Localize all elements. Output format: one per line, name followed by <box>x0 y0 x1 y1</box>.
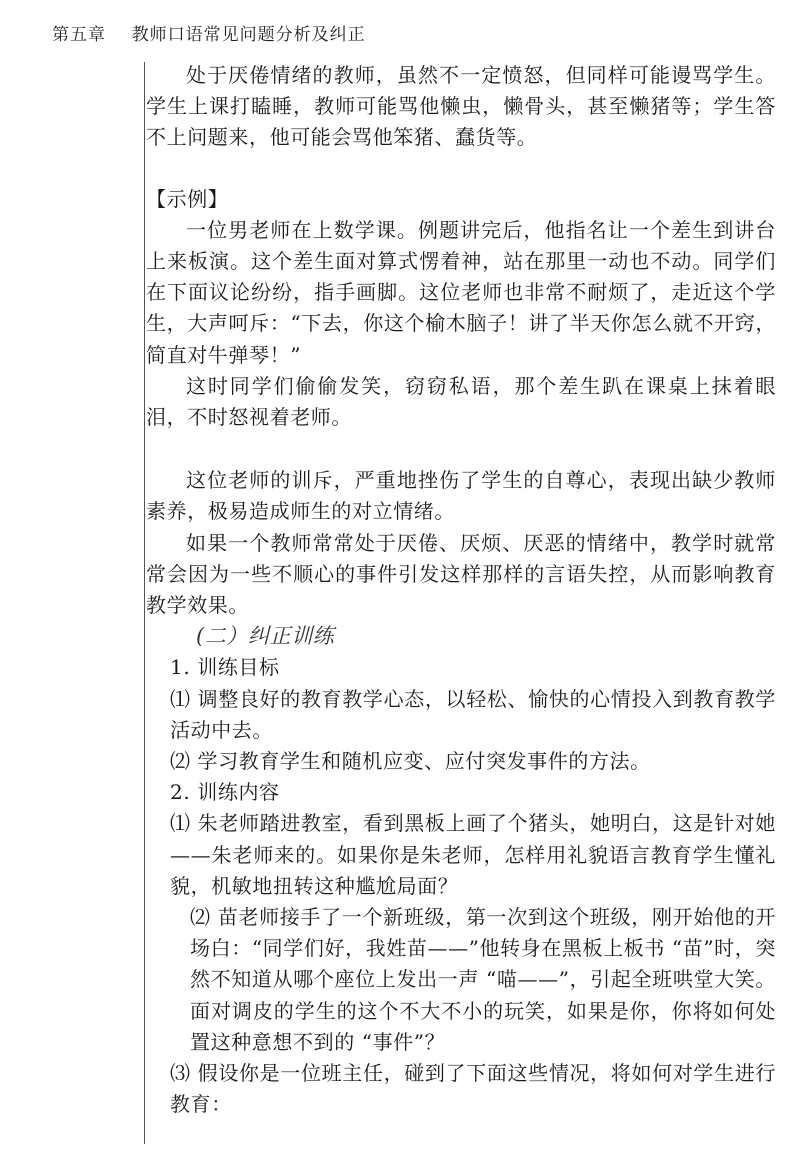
running-header <box>52 20 366 45</box>
example-heading: 【示例】 <box>146 186 229 211</box>
section-heading-correction: (二）纠正训练 <box>196 624 335 649</box>
paragraph-reaction: 这时同学们偷偷发笑，窃窃私语，那个差生趴在课桌上抹着眼泪，不时怒视着老师。 <box>146 373 776 430</box>
chapter-title: 教师口语常见问题分析及纠正 <box>131 25 366 45</box>
goal-item-1: ⑴ 调整良好的教育教学心态，以轻松、愉快的心情投入到教育教学活动中去。 <box>170 686 776 742</box>
margin-rule <box>144 62 145 1144</box>
goal-item-2: ⑵ 学习教育学生和随机应变、应付突发事件的方法。 <box>170 749 651 774</box>
content-item-3: ⑶ 假设你是一位班主任，碰到了下面这些情况，将如何对学生进行教育： <box>170 1061 776 1117</box>
paragraph-conclusion: 如果一个教师常常处于厌倦、厌烦、厌恶的情绪中，教学时就常常会因为一些不顺心的事件引发这样那样的言语失控，从而影响教育教学效果。 <box>146 530 776 618</box>
chapter-label: 第五章 <box>52 25 106 45</box>
subheading-goals: 1. 训练目标 <box>170 655 280 680</box>
paragraph-weariness: 处于厌倦情绪的教师，虽然不一定愤怒，但同样可能谩骂学生。学生上课打瞌睡，教师可能骂他懒虫，懒骨头，甚至懒猪等；学生答不上问题来，他可能会骂他笨猪、蠢货等。 <box>146 63 776 150</box>
paragraph-analysis: 这位老师的训斥，严重地挫伤了学生的自尊心，表现出缺少教师素养，极易造成师生的对立情绪。 <box>146 468 776 524</box>
content-item-1: ⑴ 朱老师踏进教室，看到黑板上画了个猪头，她明白，这是针对她——朱老师来的。如果你是朱老师，怎样用礼貌语言教育学生懂礼貌，机敏地扭转这种尴尬局面？ <box>170 811 776 898</box>
content-item-2: ⑵ 苗老师接手了一个新班级，第一次到这个班级，刚开始他的开场白：“同学们好，我姓苗——”他转身在黑板上板书 “苗”时，突然不知道从哪个座位上发出一声 “喵——”，引起全班哄堂大笑。面对调皮的学生的这个不大不小的玩笑，如果是你，你将如何处置这种意想不到的 “事件”？ <box>190 905 776 1054</box>
page-body <box>146 60 776 1121</box>
paragraph-example: 一位男老师在上数学课。例题讲完后，他指名让一个差生到讲台上来板演。这个差生面对算式愣着神，站在那里一动也不动。同学们在下面议论纷纷，指手画脚。这位老师也非常不耐烦了，走近这个学生，大声呵斥：“下去，你这个榆木脑子！讲了半天你怎么就不开窍，简直对牛弹琴！” <box>146 217 776 367</box>
subheading-content: 2. 训练内容 <box>170 780 280 805</box>
